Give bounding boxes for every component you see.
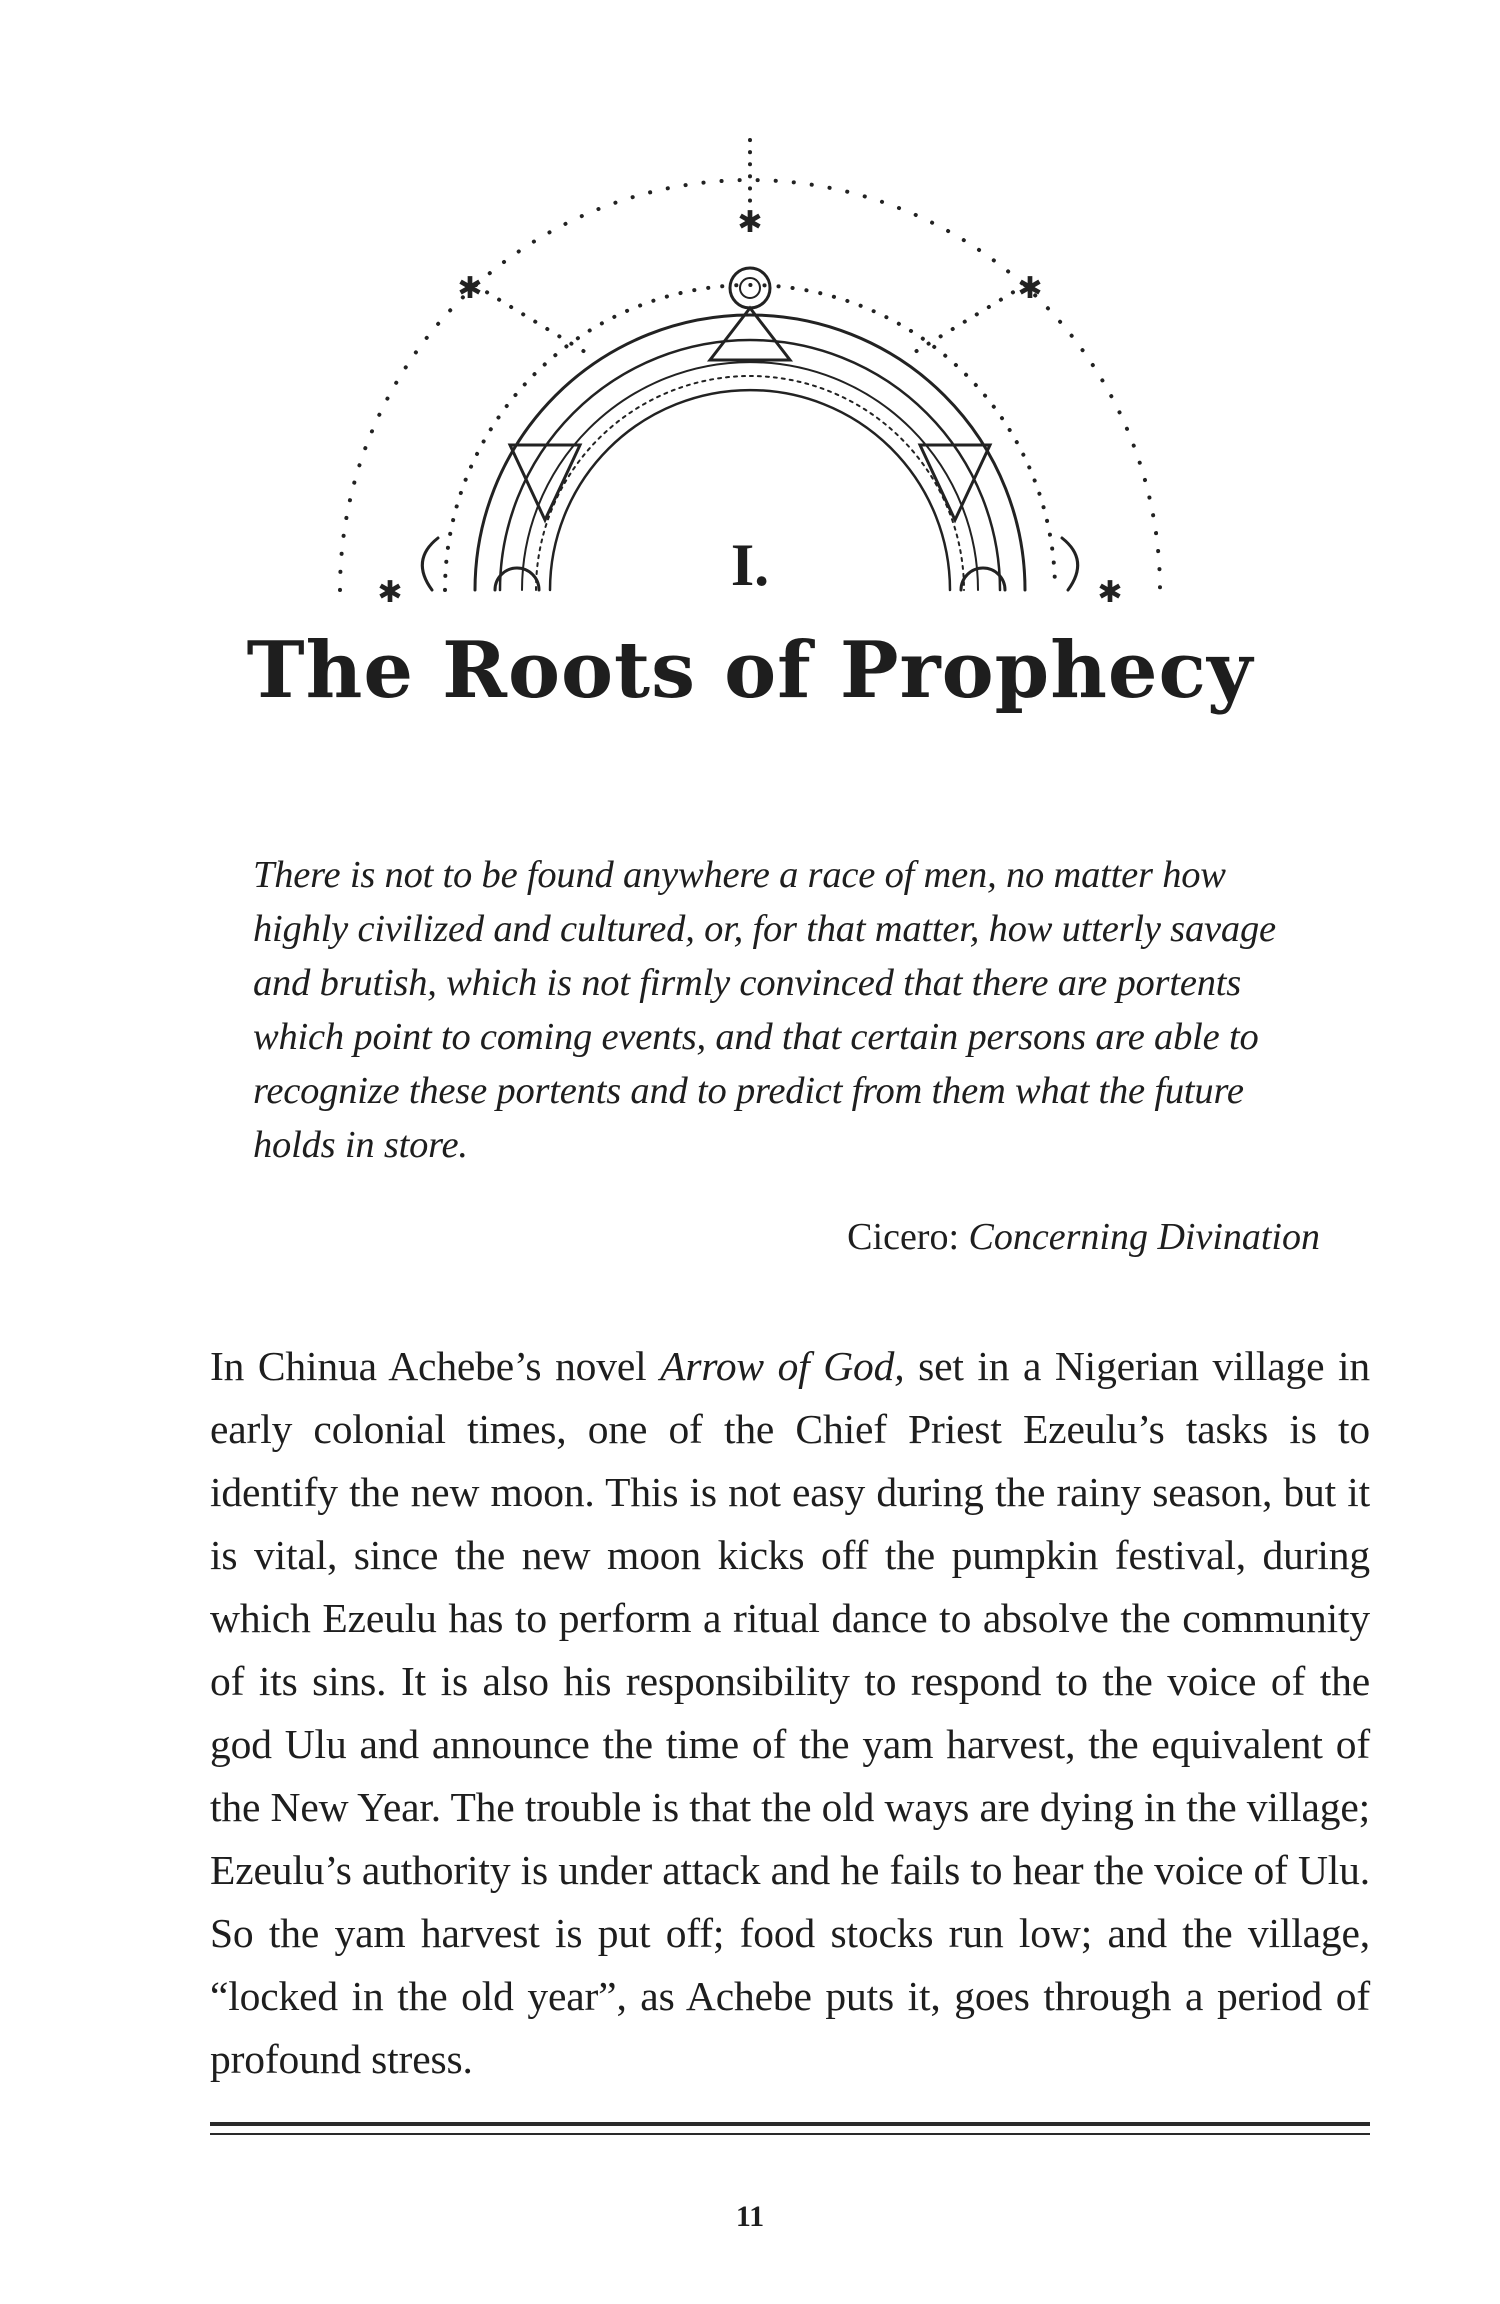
epigraph-author: Cicero: bbox=[847, 1216, 960, 1258]
svg-text:✱: ✱ bbox=[457, 271, 483, 306]
epigraph-work: Concerning Divination bbox=[968, 1216, 1320, 1258]
svg-text:✱: ✱ bbox=[1017, 271, 1043, 306]
epigraph-attribution bbox=[253, 1210, 1320, 1264]
footer-rule bbox=[210, 2122, 1370, 2126]
body-text-start: In Chinua Achebe’s novel bbox=[210, 1343, 661, 1389]
chapter-title: The Roots of Prophecy bbox=[246, 625, 1254, 716]
page-number: 11 bbox=[735, 2200, 765, 2233]
svg-text:✱: ✱ bbox=[1097, 575, 1123, 610]
body-paragraph bbox=[210, 1335, 1370, 2091]
footer-rule-thin bbox=[210, 2133, 1370, 2135]
epigraph-quote: There is not to be found anywhere a race of men, no matter how highly civilized and cultured, or, for that matter, how utterly savage and brutish, which is not firmly convinced that there are portents which point to coming events, and that certain persons are able to recognize these portents and to predict from them what the future holds in store. bbox=[253, 854, 1276, 1166]
svg-text:✱: ✱ bbox=[737, 205, 763, 240]
chapter-number: I. bbox=[730, 532, 770, 598]
body-text-rest: set in a Nigerian village in early colonial times, one of the Chief Priest Ezeulu’s tasks is to identify the new moon. This is not easy during the rainy season, but it is vital, since the new moon kicks off the pumpkin festival, during which Ezeulu has to perform a ritual dance to absolve the community of its sins. It is also his responsibility to respond to the voice of the god Ulu and announce the time of the yam harvest, the equivalent of the New Year. The trouble is that the old ways are dying in the village; Ezeulu’s authority is under attack and he fails to hear the voice of Ulu. So the yam harvest is put off; food stocks run low; and the village, “locked in the old year”, as Achebe puts it, goes through a period of profound stress. bbox=[210, 1343, 1370, 2082]
svg-text:✱: ✱ bbox=[377, 575, 403, 610]
novel-title: Arrow of God, bbox=[660, 1343, 905, 1389]
